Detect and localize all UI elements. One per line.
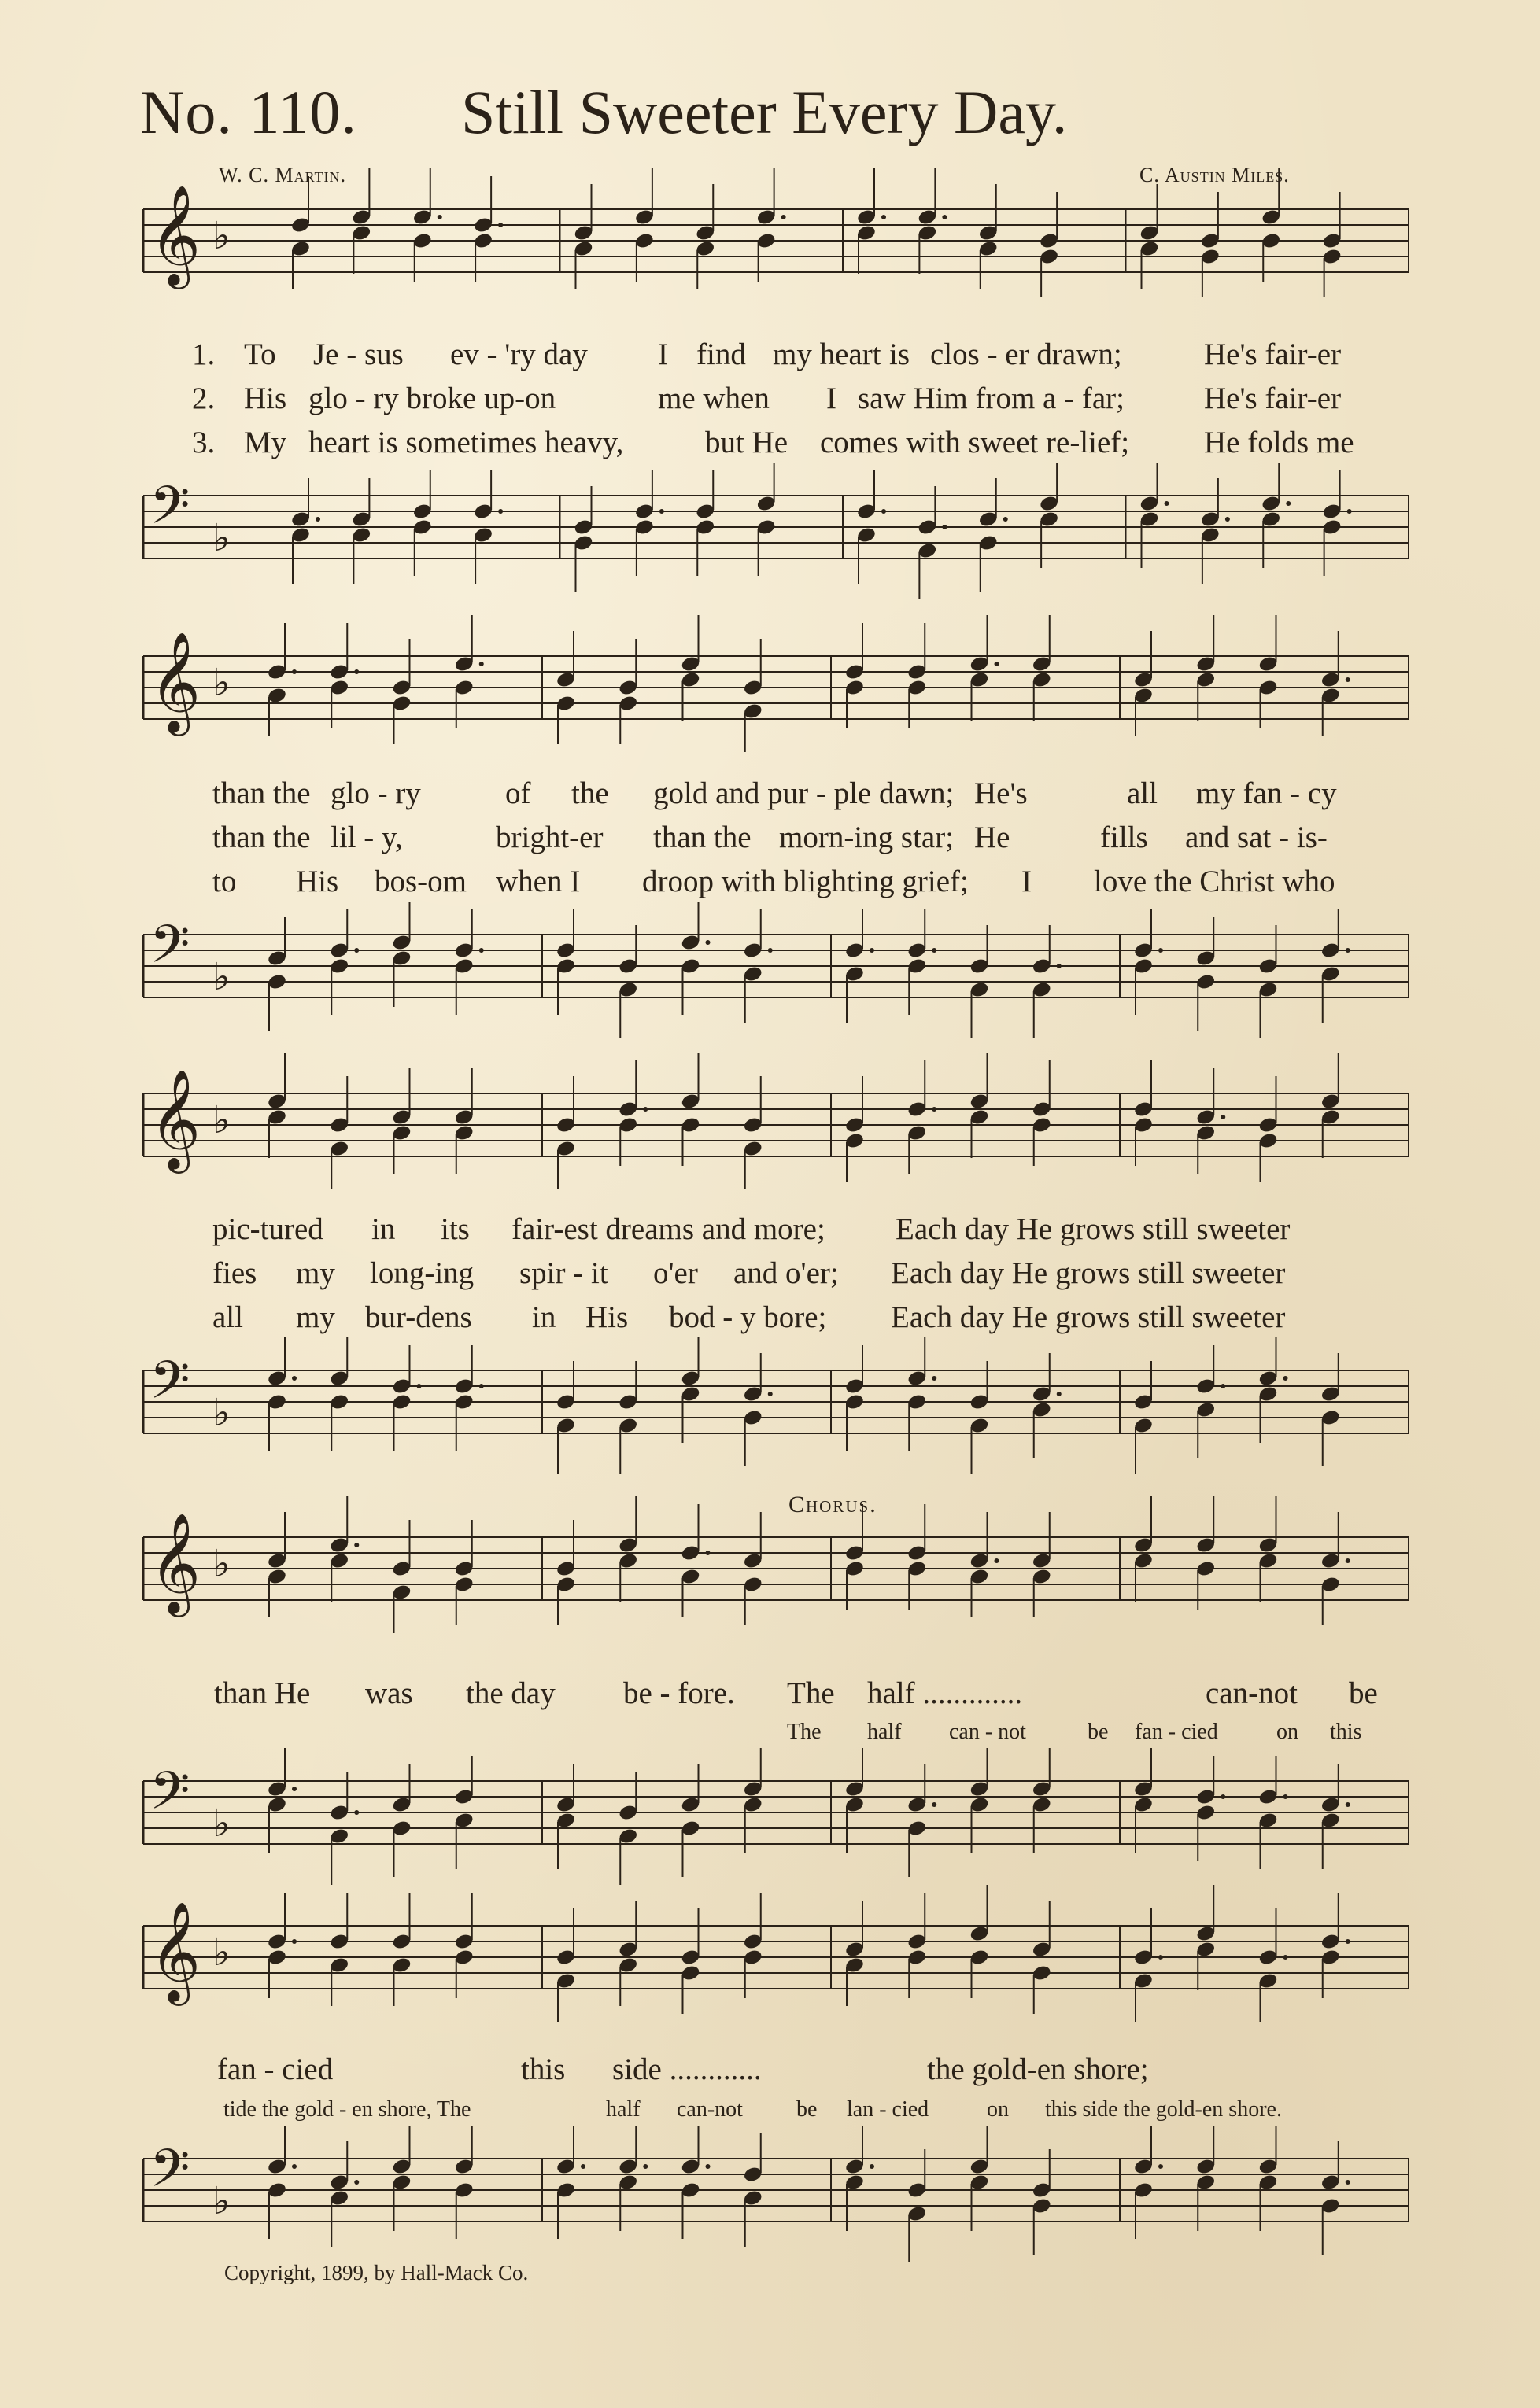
treble-clef-icon: 𝄞 <box>150 184 201 285</box>
bass-clef-icon: 𝄢 <box>150 1761 190 1834</box>
treble-clef-icon: 𝄞 <box>150 1512 201 1613</box>
lyric-syllable: ev - 'ry day <box>450 337 588 371</box>
lyric-syllable: 1. <box>192 337 216 371</box>
lyric-syllable: than the <box>653 820 752 854</box>
dot <box>706 2164 711 2169</box>
lyric-syllable: all <box>212 1300 243 1334</box>
hymn-number: No. 110. <box>140 78 357 146</box>
lyric-syllable: o'er <box>653 1256 698 1290</box>
lyric-syllable: clos - er drawn; <box>930 337 1122 371</box>
lyric-syllable: bright-er <box>496 820 604 854</box>
lyric-syllable: I <box>658 337 668 371</box>
lyric-syllable: He's <box>974 776 1028 810</box>
lyric-syllable: in <box>532 1300 556 1334</box>
lyric-syllable: half <box>867 1720 902 1744</box>
lyric-syllable: morn-ing star; <box>779 820 955 854</box>
lyric-syllable: the <box>571 776 609 810</box>
dot <box>1158 2164 1163 2169</box>
lyric-syllable: Each day He grows still sweeter <box>891 1256 1286 1290</box>
lyric-syllable: than He <box>214 1676 311 1710</box>
lyric-syllable: His <box>244 382 287 415</box>
lyric-syllable: His <box>585 1300 629 1334</box>
lyric-syllable: be - fore. <box>623 1676 735 1710</box>
lyric-syllable: half <box>606 2097 641 2122</box>
lyric-syllable: tide the gold - en shore, The <box>223 2097 471 2122</box>
lyric-syllable: my heart <box>773 337 881 371</box>
lyric-syllable: droop with blighting grief; <box>642 865 969 898</box>
lyric-syllable: love the Christ who <box>1094 865 1335 898</box>
lyric-verse-1 <box>0 2052 1540 2091</box>
lyric-syllable: my fan - cy <box>1196 776 1337 810</box>
lyric-syllable: on <box>987 2097 1009 2122</box>
lyric-syllable: 3. <box>192 426 216 459</box>
lyric-syllable: His <box>296 865 339 898</box>
dot <box>292 2164 297 2169</box>
lyric-syllable: is <box>889 337 910 371</box>
lyric-syllable: bod - y bore; <box>669 1300 827 1334</box>
lyric-syllable: be <box>1349 1676 1378 1710</box>
lyric-syllable: I <box>826 382 836 415</box>
lyric-syllable: my <box>296 1256 335 1290</box>
treble-clef-icon: 𝄞 <box>150 1901 201 2001</box>
lyricist-credit: W. C. Martin. <box>219 164 347 186</box>
dot <box>643 2164 648 2169</box>
lyric-syllable: bur-dens <box>365 1300 472 1334</box>
lyric-syllable: I <box>1021 865 1032 898</box>
treble-clef-icon: 𝄞 <box>150 1068 201 1169</box>
lyric-syllable: fan - cied <box>1135 1720 1218 1744</box>
lyric-syllable: heart is sometimes heavy, <box>308 426 624 459</box>
lyric-syllable: 2. <box>192 382 216 415</box>
lyric-syllable: The <box>787 1720 822 1744</box>
bass-clef-icon: 𝄢 <box>150 2138 190 2211</box>
lyric-syllable: He folds me <box>1204 426 1354 459</box>
flat-icon: ♭ <box>212 661 231 705</box>
flat-icon: ♭ <box>212 1391 231 1435</box>
lyric-syllable: glo - ry broke up-on <box>308 382 556 415</box>
hymn-title: Still Sweeter Every Day. <box>461 78 1068 146</box>
lyric-syllable: can-not <box>1206 1676 1298 1710</box>
flat-icon: ♭ <box>212 516 231 560</box>
dot <box>354 2180 359 2185</box>
dot <box>581 2164 585 2169</box>
lyric-syllable: half ............. <box>867 1676 1023 1710</box>
lyric-syllable: this <box>1330 1720 1362 1744</box>
lyric-syllable: lil - y, <box>331 820 403 854</box>
lyric-syllable: Je - sus <box>313 337 404 371</box>
lyric-syllable: fies <box>212 1256 257 1290</box>
lyric-syllable: be <box>1088 1720 1109 1744</box>
lyric-syllable: and sat - is- <box>1185 820 1328 854</box>
lyric-syllable: Each day He grows still sweeter <box>896 1212 1291 1246</box>
lyric-syllable: but He <box>705 426 788 459</box>
lyric-syllable: than the <box>212 820 311 854</box>
lyric-syllable: this side the gold-en shore. <box>1045 2097 1282 2122</box>
lyric-syllable: long-ing <box>370 1256 475 1290</box>
lyric-syllable: comes with sweet re-lief; <box>820 426 1130 459</box>
bass-clef-icon: 𝄢 <box>150 475 190 548</box>
lyric-syllable: The <box>787 1676 835 1710</box>
lyric-syllable: me when <box>658 382 770 415</box>
lyric-syllable: He <box>974 820 1010 854</box>
lyric-syllable: all <box>1127 776 1158 810</box>
flat-icon: ♭ <box>212 1930 231 1975</box>
lyric-syllable: gold and pur - ple dawn; <box>653 776 955 810</box>
lyric-syllable: my <box>296 1300 335 1334</box>
lyric-syllable: fair-est dreams and more; <box>511 1212 825 1246</box>
lyric-syllable: to <box>212 865 237 898</box>
copyright-notice: Copyright, 1899, by Hall-Mack Co. <box>224 2261 529 2284</box>
flat-icon: ♭ <box>212 1098 231 1142</box>
lyric-syllable: He's fair-er <box>1204 382 1342 415</box>
bass-clef-icon: 𝄢 <box>150 1350 190 1423</box>
lyric-syllable: find <box>696 337 746 371</box>
bass-clef-icon: 𝄢 <box>150 914 190 987</box>
lyric-syllable: To <box>244 337 276 371</box>
lyric-syllable: bos-om <box>375 865 467 898</box>
dot <box>870 2164 874 2169</box>
lyric-syllable: the gold-en shore; <box>927 2052 1149 2086</box>
lyric-syllable: fan - cied <box>217 2052 334 2086</box>
lyric-syllable: than the <box>212 776 311 810</box>
lyric-syllable: and o'er; <box>733 1256 839 1290</box>
lyric-syllable: lan - cied <box>847 2097 929 2122</box>
lyric-syllable: side ............ <box>612 2052 762 2086</box>
lyric-syllable: can - not <box>949 1720 1026 1744</box>
lyric-syllable: of <box>505 776 531 810</box>
lyric-syllable: spir - it <box>519 1256 608 1290</box>
flat-icon: ♭ <box>212 955 231 999</box>
lyric-syllable: its <box>441 1212 470 1246</box>
flat-icon: ♭ <box>212 214 231 258</box>
treble-clef-icon: 𝄞 <box>150 631 201 732</box>
dot <box>1346 2180 1350 2185</box>
composer-credit: C. Austin Miles. <box>1139 164 1290 186</box>
lyric-syllable: saw Him from a - far; <box>858 382 1125 415</box>
lyric-syllable: fills <box>1100 820 1148 854</box>
lyric-syllable: My <box>244 426 287 459</box>
lyric-syllable: pic-tured <box>212 1212 323 1246</box>
lyric-syllable: the day <box>466 1676 556 1710</box>
lyric-syllable: He's fair-er <box>1204 337 1342 371</box>
lyric-syllable: Each day He grows still sweeter <box>891 1300 1286 1334</box>
lyric-syllable: this <box>521 2052 566 2086</box>
lyric-syllable: on <box>1276 1720 1298 1744</box>
lyric-syllable: in <box>371 1212 396 1246</box>
flat-icon: ♭ <box>212 1542 231 1586</box>
chorus-label: Chorus. <box>788 1492 877 1517</box>
lyric-syllable: be <box>796 2097 818 2122</box>
alto-lyric-line <box>0 2097 1540 2126</box>
lyric-syllable: can-not <box>677 2097 743 2122</box>
flat-icon: ♭ <box>212 1801 231 1846</box>
lyric-syllable: glo - ry <box>331 776 421 810</box>
lyric-syllable: was <box>365 1676 413 1710</box>
flat-icon: ♭ <box>212 2179 231 2223</box>
lyric-syllable: when I <box>496 865 581 898</box>
